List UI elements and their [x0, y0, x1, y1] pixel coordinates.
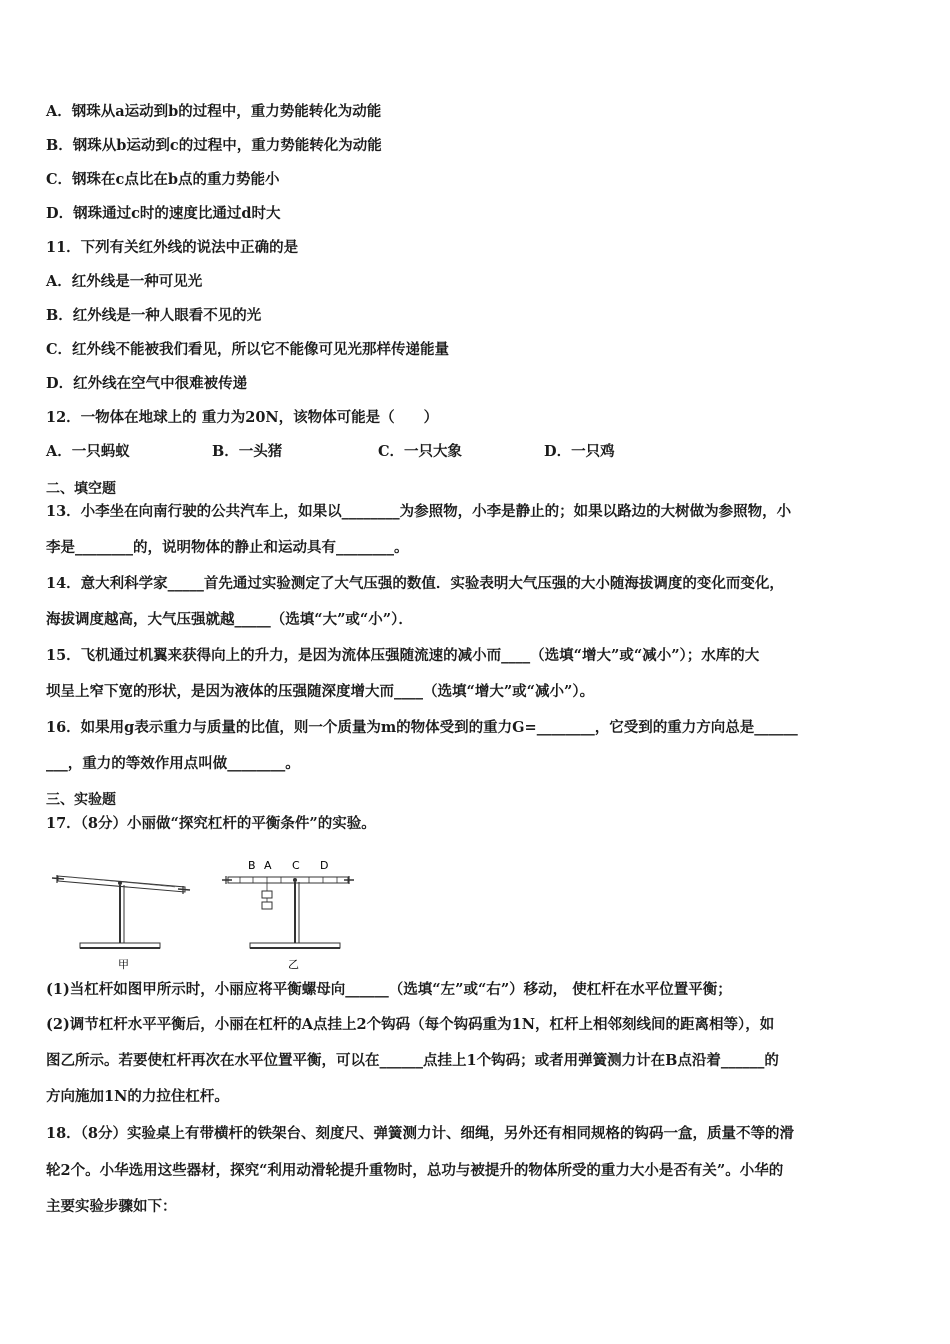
q12-option-d: D．一只鸡 — [544, 443, 615, 460]
q11-option-a: A．红外线是一种可见光 — [46, 273, 203, 290]
q12-option-b: B．一头猪 — [212, 443, 283, 460]
q11-option-d: D．红外线在空气中很难被传递 — [46, 375, 248, 392]
q12-stem: 12．一物体在地球上的 重力为20N，该物体可能是（ ） — [46, 409, 439, 426]
q12-option-a: A．一只蚂蚁 — [46, 443, 130, 460]
q16-line-2: ___，重力的等效作用点叫做________。 — [46, 755, 300, 772]
q17-part2-line-1: (2)调节杠杆水平平衡后，小丽在杠杆的A点挂上2个钩码（每个钩码重为1N，杠杆上相邻刻线间的距离相等），如 — [46, 1016, 775, 1033]
q11-stem: 11．下列有关红外线的说法中正确的是 — [46, 239, 299, 256]
q17-part1: (1)当杠杆如图甲所示时，小丽应将平衡螺母向______（选填“左”或“右”）移动， 使杠杆在水平位置平衡； — [46, 981, 732, 998]
point-label-a: A — [264, 859, 272, 872]
q16-line-1: 16．如果用g表示重力与质量的比值，则一个质量为m的物体受到的重力G=________，它受到的重力方向总是______ — [46, 719, 798, 736]
q15-line-2: 坝呈上窄下宽的形状，是因为液体的压强随深度增大而____（选填“增大”或“减小”）。 — [46, 683, 595, 700]
q17-stem: 17．（8分）小丽做“探究杠杆的平衡条件”的实验。 — [46, 815, 376, 832]
figure-label-right: 乙 — [288, 958, 299, 971]
q18-line-3: 主要实验步骤如下： — [46, 1198, 177, 1215]
q18-line-2: 轮2个。小华选用这些器材，探究“利用动滑轮提升重物时，总功与被提升的物体所受的重力大小是否有关”。小华的 — [46, 1162, 784, 1179]
q14-line-1: 14．意大利科学家_____首先通过实验测定了大气压强的数值．实验表明大气压强的大小随海拔调度的变化而变化， — [46, 575, 784, 592]
lever-figure-right — [222, 859, 354, 971]
q18-line-1: 18．（8分）实验桌上有带横杆的铁架台、刻度尺、弹簧测力计、细绳，另外还有相同规格的钩码一盒，质量不等的滑 — [46, 1125, 795, 1142]
q11-option-b: B．红外线是一种人眼看不见的光 — [46, 307, 262, 324]
section-fill-in: 二、填空题 — [46, 481, 116, 497]
q10-option-d: D．钢珠通过c时的速度比通过d时大 — [46, 205, 281, 222]
q13-line-1: 13．小李坐在向南行驶的公共汽车上，如果以________为参照物，小李是静止的；如果以路边的大树做为参照物，小 — [46, 503, 792, 520]
q10-option-b: B．钢珠从b运动到c的过程中，重力势能转化为动能 — [46, 137, 382, 154]
q11-option-c: C．红外线不能被我们看见，所以它不能像可见光那样传递能量 — [46, 341, 450, 358]
q17-part2-line-2: 图乙所示。若要使杠杆再次在水平位置平衡，可以在______点挂上1个钩码；或者用弹簧测力计在B点沿着______的 — [46, 1052, 779, 1069]
q13-line-2: 李是________的，说明物体的静止和运动具有________。 — [46, 539, 409, 556]
q14-line-2: 海拔调度越高，大气压强就越_____（选填“大”或“小”）． — [46, 611, 413, 628]
point-label-c: C — [292, 859, 300, 872]
section-experiment: 三、实验题 — [46, 792, 116, 808]
point-label-d: D — [320, 859, 329, 872]
point-label-b: B — [248, 859, 256, 872]
q10-option-a: A．钢珠从a运动到b的过程中，重力势能转化为动能 — [46, 103, 382, 120]
q15-line-1: 15．飞机通过机翼来获得向上的升力，是因为流体压强随流速的减小而____（选填“增大”或“减小”）；水库的大 — [46, 647, 760, 664]
q12-option-c: C．一只大象 — [378, 443, 463, 460]
figure-label-left: 甲 — [118, 958, 129, 971]
lever-figure-left — [52, 875, 190, 971]
q17-part2-line-3: 方向施加1N的力拉住杠杆。 — [46, 1088, 229, 1105]
q10-option-c: C．钢珠在c点比在b点的重力势能小 — [46, 171, 280, 188]
lever-figure — [50, 855, 370, 973]
